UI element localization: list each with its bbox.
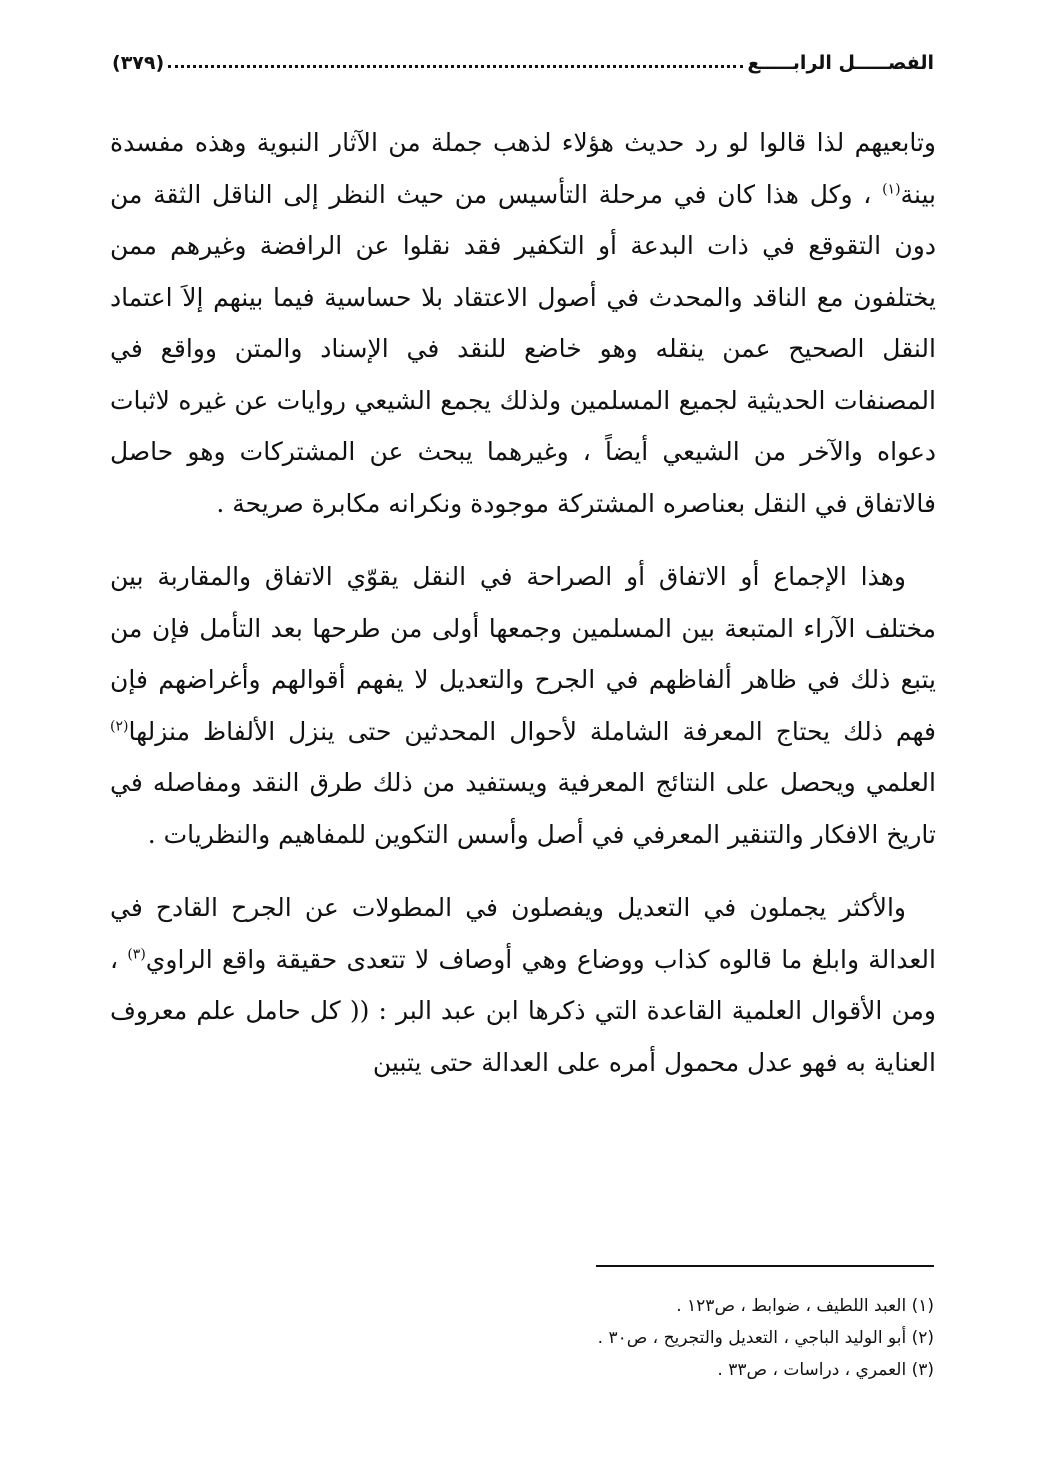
paragraph-2-text-a: وهذا الإجماع أو الاتفاق أو الصراحة في النقل يقوّي الاتفاق والمقاربة بين مختلف الآراء المتبعة بين المسلمين وجمعها أولى من طرحها بعد التأمل فإن من يتبع ذلك في ظاهر ألفاظهم في الجرح والتعديل لا يفهم أقوالهم وأغراضهم فإن فهم ذلك يحتاج المعرفة الشاملة لأحوال المحدثين حتى ينزل الألفاظ منزلها [110, 562, 936, 746]
footnotes [500, 1290, 934, 1386]
footnote-1: (١) العبد اللطيف ، ضوابط ، ص١٢٣ . [676, 1296, 934, 1316]
footnote-separator [596, 1265, 934, 1267]
paragraph-3 [110, 882, 936, 1088]
paragraph-3-text-a: والأكثر يجملون في التعديل ويفصلون في المطولات عن الجرح القادح في العدالة وابلغ ما قالوه كذاب ووضاع وهي أوصاف لا تتعدى حقيقة واقع الراوي [110, 893, 936, 974]
paragraph-3-text-b: ، ومن الأقوال العلمية القاعدة التي ذكرها ابن عبد البر : (( كل حامل علم معروف العناية به فهو عدل محمول أمره على العدالة حتى يتبين [110, 944, 936, 1077]
header-dot-leader [168, 65, 743, 68]
paragraph-1 [110, 117, 936, 529]
main-text [110, 117, 936, 1088]
footnote-ref-3: (٣) [127, 946, 146, 963]
page-number: (٣٧٩) [112, 52, 165, 74]
paragraph-1-text-a: وتابعيهم لذا قالوا لو رد حديث هؤلاء لذهب جملة من الآثار النبوية وهذه مفسدة بينة [110, 128, 936, 209]
footnote-ref-1: (١) [882, 181, 901, 198]
chapter-title: الفصـــــل الرابـــــع [747, 52, 934, 74]
footnote-3: (٣) العمري ، دراسات ، ص٣٣ . [717, 1360, 934, 1380]
paragraph-2 [110, 551, 936, 860]
footnote-ref-2: (٢) [110, 718, 129, 735]
footnote-2: (٢) أبو الوليد الباجي ، التعديل والتجريح ، ص٣٠ . [597, 1328, 934, 1348]
paragraph-1-text-b: ، وكل هذا كان في مرحلة التأسيس من حيث النظر إلى الناقل الثقة من دون التقوقع في ذات البدعة أو التكفير فقد نقلوا عن الرافضة وغيرهم ممن يختلفون مع الناقد والمحدث في أصول الاعتقاد بلا حساسية فيما بينهم إلاَ اعتماد النقل الصحيح عمن ينقله وهو خاضع للنقد في الإسناد والمتن وواقع في المصنفات الحديثية لجميع المسلمين ولذلك يجمع الشيعي روايات عن غيره لاثبات دعواه والآخر من الشيعي أيضاً ، وغيرهما يبحث عن المشتركات وهو حاصل فالاتفاق في النقل بعناصره المشتركة موجودة ونكرانه مكابرة صريحة . [110, 179, 936, 518]
paragraph-2-text-b: العلمي ويحصل على النتائج المعرفية ويستفيد من ذلك طرق النقد ومفاصله في تاريخ الافكار والتنقير المعرفي في أصل وأسس التكوين للمفاهيم والنظريات . [110, 768, 936, 849]
running-header [112, 44, 934, 74]
